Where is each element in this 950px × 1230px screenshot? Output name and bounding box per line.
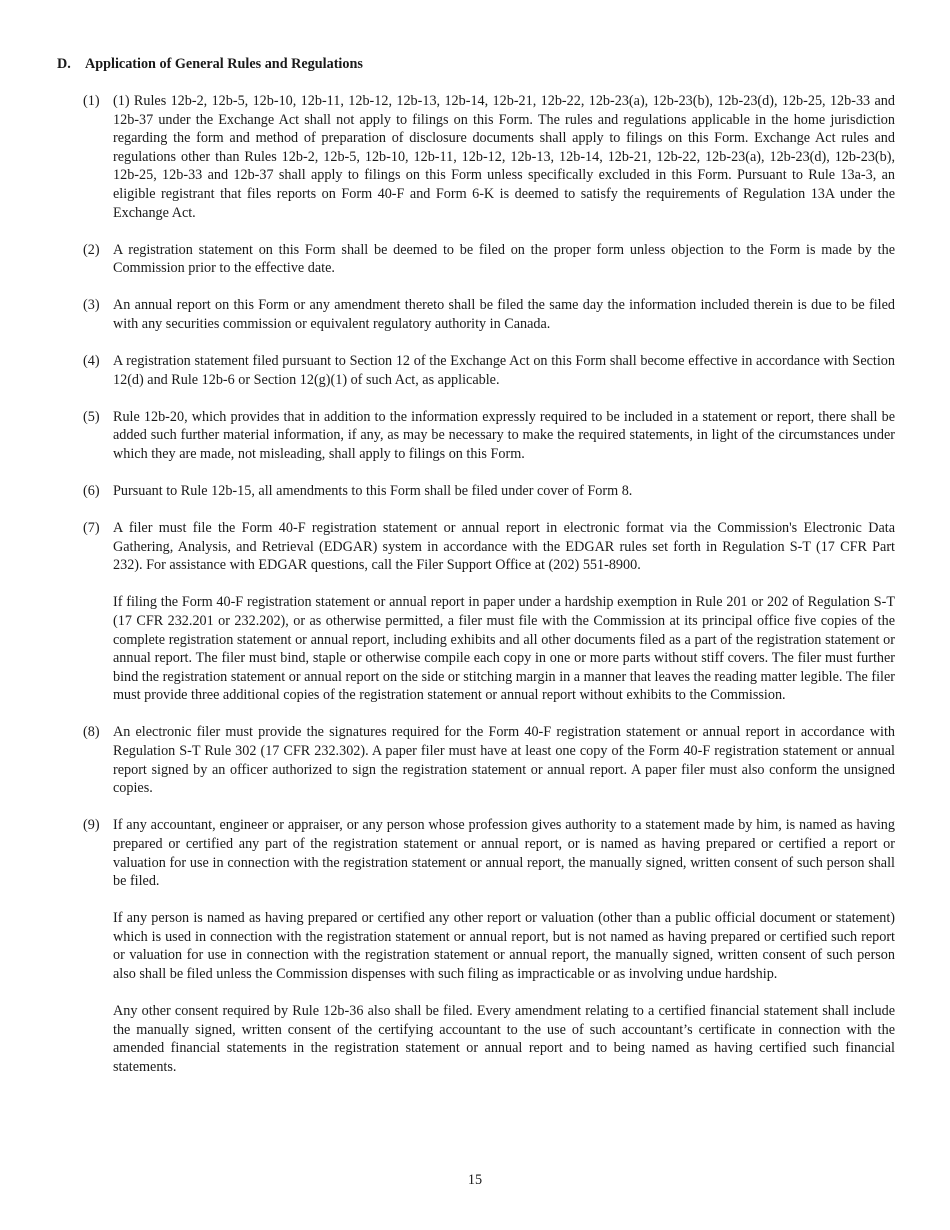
list-item	[83, 482, 895, 501]
item-paragraph: Pursuant to Rule 12b-15, all amendments to this Form shall be filed under cover of Form 8.	[113, 483, 633, 499]
item-number: (9)	[83, 817, 100, 834]
item-paragraph: If filing the Form 40-F registration statement or annual report in paper under a hardship exemption in Rule 201 or 202 of Regulation S-T (17 CFR 232.201 or 232.202), or as otherwise permitted, a filer must file with the Commission at its principal office five copies of the complete registration statement or annual report, including exhibits and all other documents filed as a part of the registration statement or annual report. The filer must bind, staple or otherwise compile each copy in one or more parts without stiff covers. The filer must further bind the registration statement or annual report on the side or stitching margin in a manner that leaves the reading matter legible. The filer must provide three additional copies of the registration statement or annual report without exhibits to the Commission.	[113, 594, 895, 704]
item-paragraph: An annual report on this Form or any amendment thereto shall be filed the same day the information included therein is due to be filed with any securities commission or equivalent regulatory authority in Canada.	[113, 297, 895, 332]
item-number: (1)	[83, 93, 100, 109]
section-heading	[57, 55, 363, 74]
item-number: (5)	[83, 408, 100, 425]
list-item	[83, 723, 895, 797]
item-paragraph: A filer must file the Form 40-F registration statement or annual report in electronic format via the Commission's Electronic Data Gathering, Analysis, and Retrieval (EDGAR) system in accordance with the EDGAR rules set forth in Regulation S-T (17 CFR Part 232). For assistance with EDGAR questions, call the Filer Support Office at (202) 551-8900.	[113, 520, 895, 574]
item-number: (3)	[83, 297, 100, 314]
item-paragraph: Rule 12b-20, which provides that in addition to the information expressly required to be included in a statement or report, there shall be added such further material information, if any, as may be necessary to make the required statements, in light of the circumstances under which they are made, not misleading, shall apply to filings on this Form.	[113, 408, 895, 462]
section-title: Application of General Rules and Regulations	[85, 56, 363, 72]
section-letter: D.	[57, 56, 71, 72]
list-item	[83, 296, 895, 333]
item-paragraph: A registration statement on this Form shall be deemed to be filed on the proper form unless objection to the Form is made by the Commission prior to the effective date.	[113, 241, 895, 277]
list-item	[83, 241, 895, 278]
page-number: 15	[467, 1172, 483, 1188]
item-paragraph: If any person is named as having prepared or certified any other report or valuation (other than a public official document or statement) which is used in connection with the registration statement or annual report, but is not named as having prepared or certified such report or valuation for use in connection with the registration statement or annual report, the manually signed, written consent of such person also shall be filed unless the Commission dispenses with such filing as impracticable or as involving undue hardship.	[113, 910, 895, 982]
item-number: (8)	[83, 724, 100, 741]
item-paragraph: (1) Rules 12b-2, 12b-5, 12b-10, 12b-11, 12b-12, 12b-13, 12b-14, 12b-21, 12b-22, 12b-23(a), 12b-23(b), 12b-23(d), 12b-25, 12b-33 and 12b-37 under the Exchange Act shall not apply to filings on this Form. The rules and regulations applicable in the home jurisdiction regarding the form and method of preparation of disclosure documents shall apply to filings on this Form. Exchange Act rules and regulations other than Rules 12b-2, 12b-5, 12b-10, 12b-11, 12b-12, 12b-13, 12b-14, 12b-21, 12b-22, 12b-23(a), 12b-23(d), 12b-23(b), 12b-25, 12b-33 and 12b-37 shall apply to filings on this Form unless specifically excluded in this Form. Pursuant to Rule 13a-3, an eligible registrant that files reports on Form 40-F and Form 6-K is deemed to satisfy the requirements of Regulation 13A under the Exchange Act.	[113, 93, 895, 221]
list-item	[83, 816, 895, 1076]
item-paragraph: A registration statement filed pursuant to Section 12 of the Exchange Act on this Form shall become effective in accordance with Section 12(d) and Rule 12b-6 or Section 12(g)(1) of such Act, as applicable.	[113, 353, 895, 388]
item-number: (7)	[83, 520, 100, 537]
list-item	[83, 408, 895, 464]
item-paragraph: Any other consent required by Rule 12b-36 also shall be filed. Every amendment relating to a certified financial statement shall include the manually signed, written consent of the certifying accountant to the use of such accountant’s certificate in connection with the amended financial statements in the registration statement or annual report and to being named as having certified such financial statements.	[113, 1003, 895, 1075]
item-number: (4)	[83, 353, 100, 370]
rules-list	[83, 92, 895, 1095]
list-item	[83, 352, 895, 389]
item-paragraph: An electronic filer must provide the signatures required for the Form 40-F registration statement or annual report in accordance with Regulation S-T Rule 302 (17 CFR 232.302). A paper filer must have at least one copy of the Form 40-F registration statement or annual report signed by an officer authorized to sign the registration statement or annual report. A paper filer must also conform the unsigned copies.	[113, 724, 895, 797]
item-number: (6)	[83, 483, 100, 499]
item-paragraph: If any accountant, engineer or appraiser, or any person whose profession gives authority to a statement made by him, is named as having prepared or certified any part of the registration statement or annual report, or is named as having prepared or certified a report or valuation for use in connection with the registration statement or annual report, the manually signed, written consent of such person shall be filed.	[113, 817, 895, 890]
list-item	[83, 519, 895, 705]
list-item	[83, 92, 895, 222]
item-number: (2)	[83, 241, 100, 258]
